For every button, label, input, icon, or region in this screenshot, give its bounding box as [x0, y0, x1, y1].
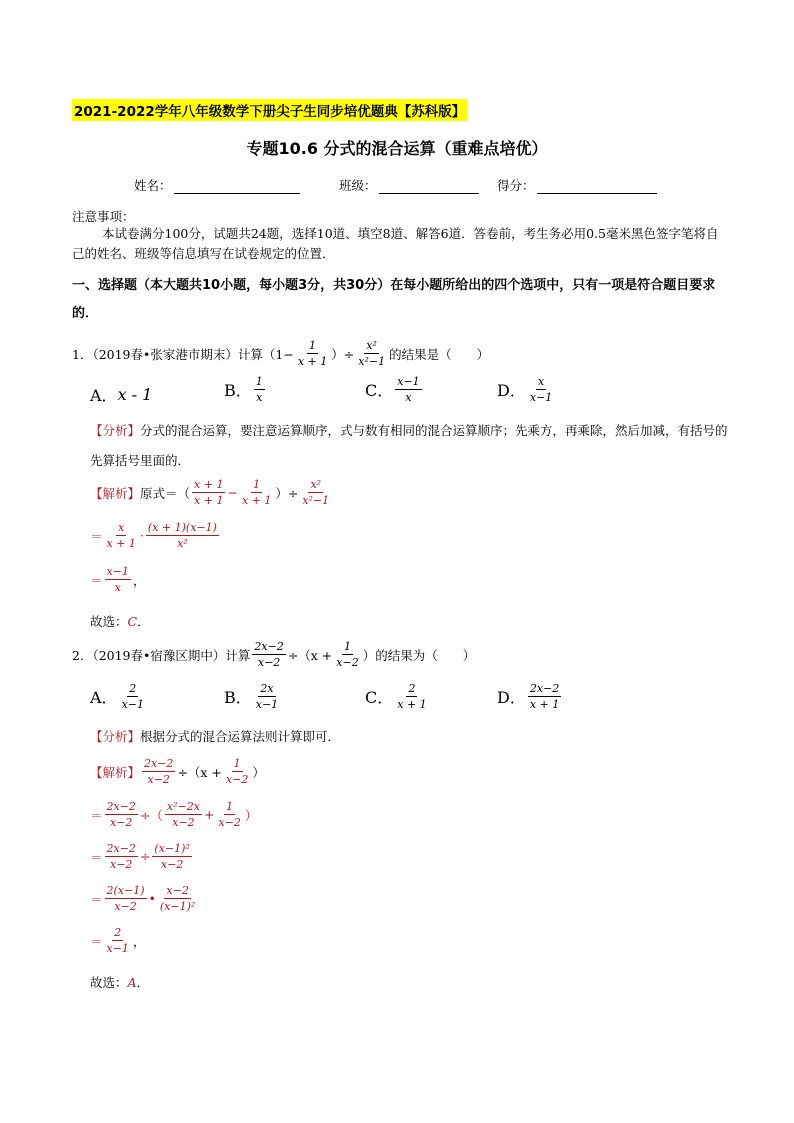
name-label: 姓名： [134, 178, 172, 193]
q2-solution-line4: ＝ 2(x−1) x−2 • x−2 (x−1)² [90, 884, 196, 913]
q2-answer: 故选：A． [90, 975, 150, 990]
q2-prefix: 2．（2019春•宿豫区期中）计算 [72, 647, 251, 663]
q1-suffix: 的结果是（ ） [389, 346, 490, 362]
q2-option-b[interactable]: B． 2x x−1 [224, 682, 279, 711]
page-title: 专题10.6 分式的混合运算（重难点培优） [246, 139, 548, 158]
class-field[interactable] [339, 176, 479, 194]
section-title: 一、选择题（本大题共10小题，每小题3分，共30分）在每小题所给出的四个选项中，只有一项是符合题目要求的． [72, 278, 716, 321]
q1-mid: ）÷ [331, 346, 355, 362]
name-field[interactable] [134, 176, 300, 194]
class-blank[interactable] [379, 179, 479, 194]
q2-analysis: 【分析】根据分式的混合运算法则计算即可． [90, 729, 341, 744]
q2-solution-line2: ＝ $\frac{2x-2}{x-2}$ ÷（ x²−2x x−2 + $\frac{1}{x-2}$ ） [90, 800, 258, 829]
class-label: 班级： [339, 178, 377, 193]
score-field[interactable] [497, 176, 657, 194]
series-banner: 2021-2022学年八年级数学下册尖子生同步培优题典【苏科版】 [72, 99, 467, 121]
q2-option-c[interactable]: C． 2 x + 1 [365, 682, 427, 711]
q1-solution-line1: 【解析】 原式＝（ x + 1 x + 1 − $\frac{1}{x + 1}$ ）÷ $\frac{\text{x²}}{\text{x²−1}}$ [90, 478, 330, 507]
q1-option-c[interactable]: C． x−1 x [365, 375, 420, 404]
score-blank[interactable] [537, 179, 657, 194]
q2-solution-line1: 【解析】 $\frac{2x-2}{x-2}$ ÷（x + $\frac{1}{x-2}$ ） [90, 757, 265, 786]
q2-solution-line3: ＝ $\frac{2x-2}{x-2}$ ÷ $\frac{\text{(x−1)²}}{x-2}$ [90, 842, 190, 871]
notes-heading: 注意事项： [72, 209, 135, 224]
question-2-stem: 2．（2019春•宿豫区期中）计算 $\frac{2x-2}{x-2}$ ÷（x + $\frac{1}{x-2}$ ）的结果为（ ） [72, 640, 476, 669]
q1-solution-line2: ＝ x x + 1 · (x + 1)(x−1) x² [90, 521, 217, 550]
q2-option-d[interactable]: D． 2x−2 x + 1 [497, 682, 560, 711]
q1-option-a[interactable]: A． x - 1 [90, 385, 153, 405]
q1-frac2: $\frac{\text{x²}}{\text{x²−1}}$ [358, 339, 386, 368]
q1-solution-line3: ＝ x−1 x ， [90, 565, 146, 594]
score-label: 得分： [497, 178, 535, 193]
q1-frac1: $\frac{1}{x + 1}$ [297, 339, 328, 368]
q2-option-a[interactable]: A． 2 x−1 [90, 682, 144, 711]
q1-option-b[interactable]: B． 1 x [224, 375, 263, 404]
q1-analysis: 【分析】分式的混合运算，要注意运算顺序，式与数有相同的混合运算顺序；先乘方，再乘除，然后加减，有括号的先算括号里面的． [90, 423, 728, 468]
q1-option-d[interactable]: D． x x−1 [497, 375, 553, 404]
name-blank[interactable] [174, 179, 300, 194]
q1-answer: 故选：C． [90, 614, 150, 629]
q1-prefix: 1．（2019春•张家港市期末）计算（1− [72, 346, 294, 362]
question-1-stem [72, 339, 489, 368]
notes-body: 本试卷满分100分，试题共24题，选择10道、填空8道、解答6道．答卷前，考生务必用0.5毫米黑色签字笔将自己的姓名、班级等信息填写在试卷规定的位置． [72, 226, 719, 261]
q2-solution-line5: ＝ 2 x−1 ， [90, 926, 146, 955]
